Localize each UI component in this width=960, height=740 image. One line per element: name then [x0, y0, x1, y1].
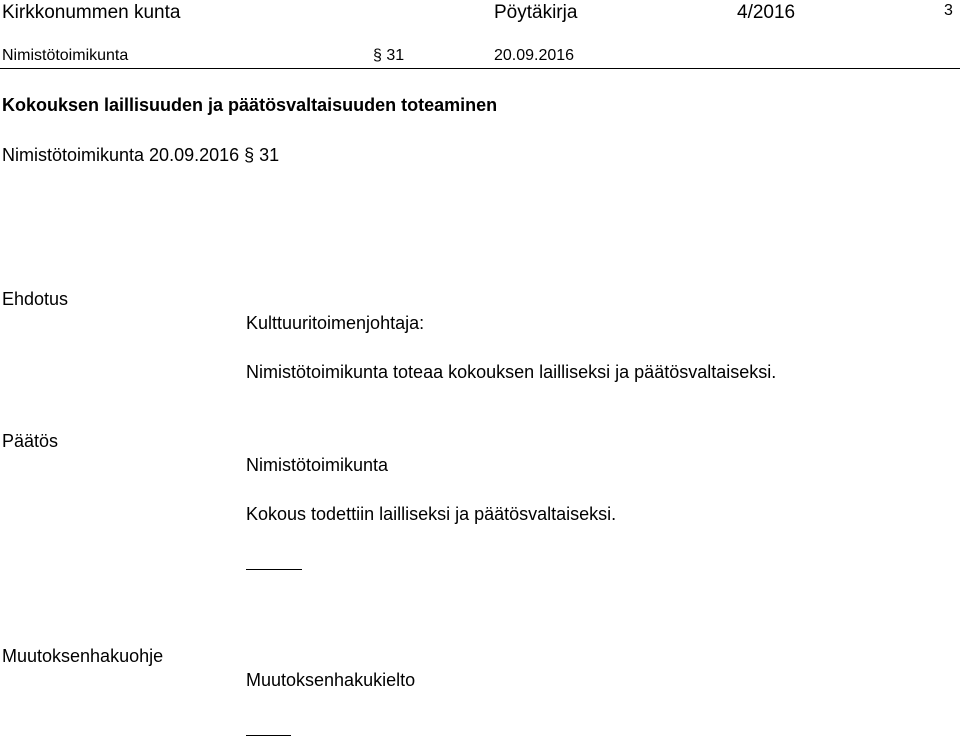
decision-body: Nimistötoimikunta: [246, 455, 389, 475]
document-type: Pöytäkirja: [494, 2, 578, 23]
municipality-name: Kirkkonummen kunta: [2, 2, 181, 23]
appeal-label: Muutoksenhakuohje: [2, 646, 164, 666]
section-meta: Nimistötoimikunta 20.09.2016 § 31: [2, 145, 280, 165]
end-line: [246, 735, 291, 736]
document-number: 4/2016: [737, 2, 796, 23]
proposer: Kulttuuritoimenjohtaja:: [246, 313, 425, 333]
proposal-text: Nimistötoimikunta toteaa kokouksen lailliseksi ja päätösvaltaiseksi.: [246, 362, 777, 382]
proposal-label: Ehdotus: [2, 289, 69, 309]
decision-text: Kokous todettiin lailliseksi ja päätösvaltaiseksi.: [246, 504, 617, 524]
appeal-text: Muutoksenhakukielto: [246, 670, 416, 690]
decision-label: Päätös: [2, 431, 59, 451]
section-title: Kokouksen laillisuuden ja päätösvaltaisuuden toteaminen: [2, 95, 498, 115]
page-number: 3: [944, 2, 953, 19]
committee-name: Nimistötoimikunta: [2, 47, 129, 64]
separator-line: [246, 569, 302, 570]
section-number: § 31: [373, 47, 405, 64]
header-divider: [0, 68, 960, 69]
meeting-date: 20.09.2016: [494, 47, 575, 64]
